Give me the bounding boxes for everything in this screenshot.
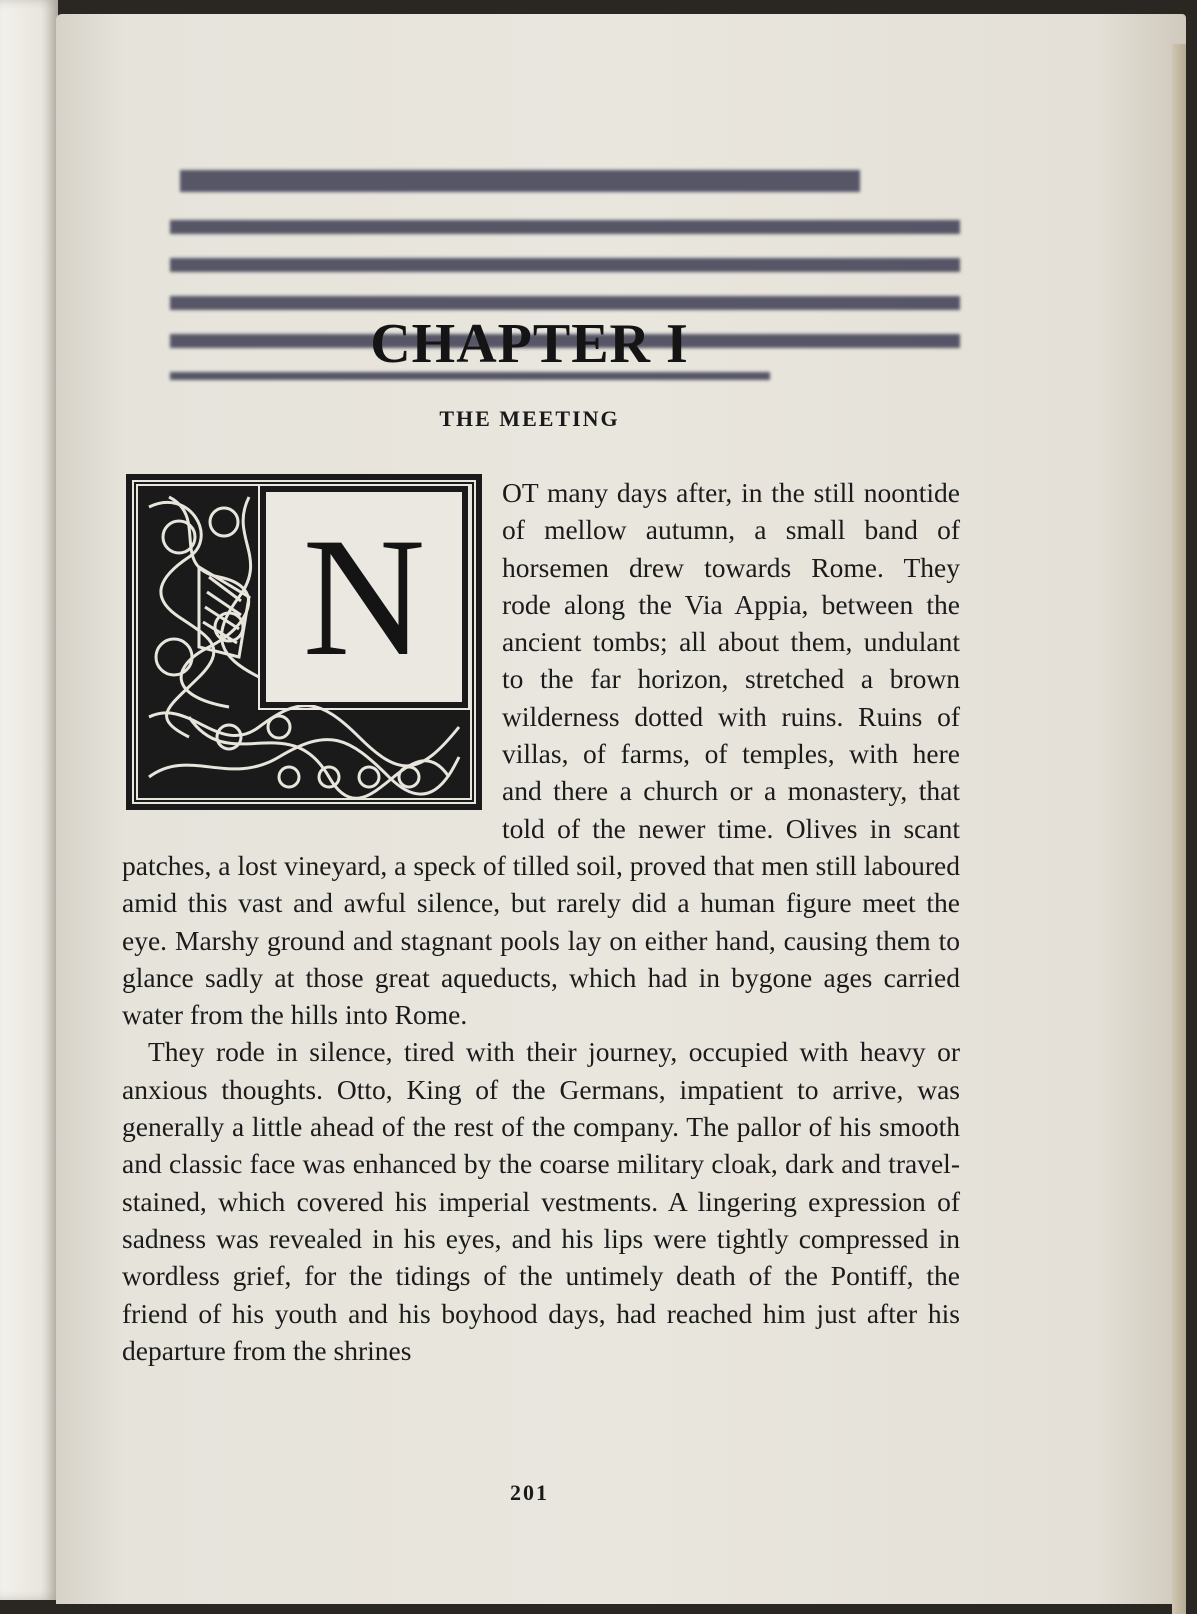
paragraph-2: They rode in silence, tired with their journey, occupied with heavy or anxious thoughts. Otto, King of the Germans, impatient to arrive, was generally a little ahead of the rest of the company. The pallor of his smooth and classic face was enhanced by the coarse military cloak, dark and travel-stained, which covered his imperial vestments. A lingering expression of sadness was revealed in his eyes, and his lips were tightly compressed in wordless grief, for the tidings of the untimely death of the Pontiff, the friend of his youth and his boyhood days, had reached him just after his departure from the shrines xyxy=(122,1036,960,1366)
chapter-subtitle: THE MEETING xyxy=(439,406,620,431)
body-text xyxy=(122,474,960,1369)
drop-cap-letter-box xyxy=(263,489,465,705)
drop-cap-letter: N xyxy=(302,503,426,691)
facing-page-edge xyxy=(0,0,58,1600)
page-fore-edge xyxy=(1172,44,1186,1614)
page-number: 201 xyxy=(510,1480,549,1505)
drop-cap-word-rest: OT xyxy=(502,477,539,508)
paragraph-1-text: many days after, in the still noontide of mellow autumn, a small band of horsemen drew towards Rome. They rode along the Via Appia, between the ancient tombs; all about them, undulant to the far horizon, stretched a brown wilderness dotted with ruins. Ruins of villas, of farms, of temples, with here and there a church or a monastery, that told of the newer time. Olives in scant patches, a lost vineyard, a speck of tilled soil, proved that men still laboured amid this vast and awful silence, but rarely did a human figure meet the eye. Marshy ground and stagnant pools lay on either hand, causing them to glance sadly at those great aqueducts, which had in bygone ages carried water from the hills into Rome. xyxy=(122,477,960,1031)
chapter-title: CHAPTER I xyxy=(370,313,689,375)
illuminated-drop-cap xyxy=(126,474,482,810)
